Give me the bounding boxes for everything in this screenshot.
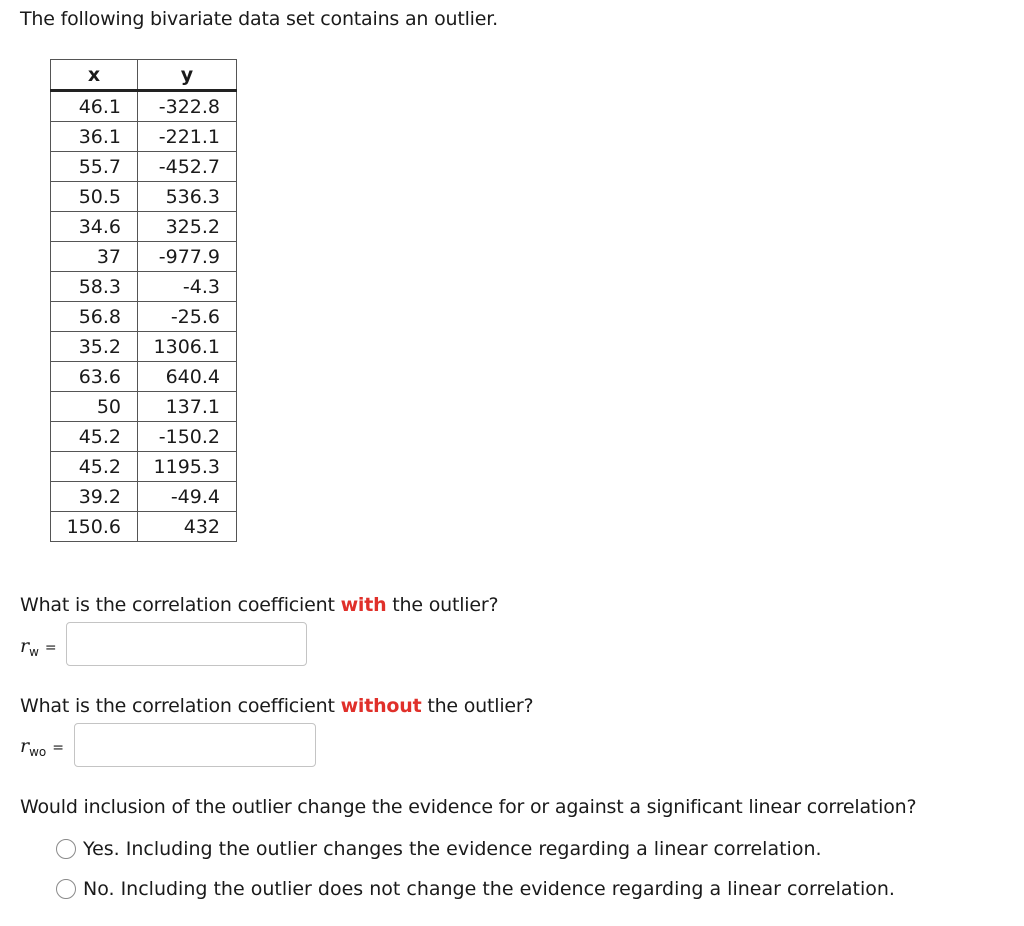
table-row [51,152,237,182]
table-row [51,212,237,242]
r-symbol: r [20,635,30,657]
cell-x: 34.6 [51,212,138,242]
question-text-end: the outlier? [421,695,534,717]
r-subscript: wo [29,745,47,759]
cell-y: -4.3 [138,272,237,302]
r-with-label [20,635,57,659]
table-row [51,332,237,362]
cell-y: -322.8 [138,91,237,122]
r-with-input[interactable] [66,622,307,666]
equals-sign: = [52,740,64,756]
cell-y: 536.3 [138,182,237,212]
r-without-label [20,735,64,759]
question-text: What is the correlation coefficient [20,594,341,616]
cell-y: 640.4 [138,362,237,392]
cell-x: 36.1 [51,122,138,152]
radio-yes-icon[interactable] [56,839,76,859]
cell-x: 63.6 [51,362,138,392]
cell-x: 39.2 [51,482,138,512]
radio-no-icon[interactable] [56,879,76,899]
cell-x: 56.8 [51,302,138,332]
question-text: What is the correlation coefficient [20,695,341,717]
cell-x: 150.6 [51,512,138,542]
table-row [51,512,237,542]
highlight-without: without [340,695,422,717]
question-significance: Would inclusion of the outlier change the evidence for or against a significant linear correlation? [20,796,917,818]
cell-x: 50.5 [51,182,138,212]
cell-y: 1306.1 [138,332,237,362]
table-row [51,392,237,422]
table-header-row [51,60,237,91]
cell-y: -221.1 [138,122,237,152]
r-subscript: w [29,645,39,659]
question-text-end: the outlier? [386,594,499,616]
cell-x: 35.2 [51,332,138,362]
cell-y: 137.1 [138,392,237,422]
cell-x: 37 [51,242,138,272]
table-row [51,242,237,272]
equals-sign: = [44,640,57,656]
cell-y: -49.4 [138,482,237,512]
cell-y: -150.2 [138,422,237,452]
cell-y: -977.9 [138,242,237,272]
table-row [51,362,237,392]
cell-x: 55.7 [51,152,138,182]
table-row [51,452,237,482]
cell-y: 1195.3 [138,452,237,482]
table-row [51,302,237,332]
data-table [50,59,237,542]
column-header-x: x [51,60,138,91]
option-yes[interactable] [56,838,822,860]
r-without-input[interactable] [74,723,316,767]
table-row [51,482,237,512]
table-row [51,122,237,152]
cell-x: 45.2 [51,452,138,482]
option-yes-label: Yes. Including the outlier changes the evidence regarding a linear correlation. [83,838,822,860]
option-no-label: No. Including the outlier does not change the evidence regarding a linear correlation. [83,878,895,900]
question-with-outlier [20,594,498,616]
table-row [51,422,237,452]
cell-y: -452.7 [138,152,237,182]
cell-x: 45.2 [51,422,138,452]
cell-x: 50 [51,392,138,422]
highlight-with: with [340,594,387,616]
cell-x: 46.1 [51,91,138,122]
question-without-outlier [20,695,533,717]
table-row [51,91,237,122]
cell-y: 325.2 [138,212,237,242]
intro-text: The following bivariate data set contains an outlier. [20,8,498,30]
cell-x: 58.3 [51,272,138,302]
cell-y: 432 [138,512,237,542]
table-row [51,182,237,212]
option-no[interactable] [56,878,895,900]
table-row [51,272,237,302]
cell-y: -25.6 [138,302,237,332]
column-header-y: y [138,60,237,91]
r-symbol: r [20,735,30,757]
